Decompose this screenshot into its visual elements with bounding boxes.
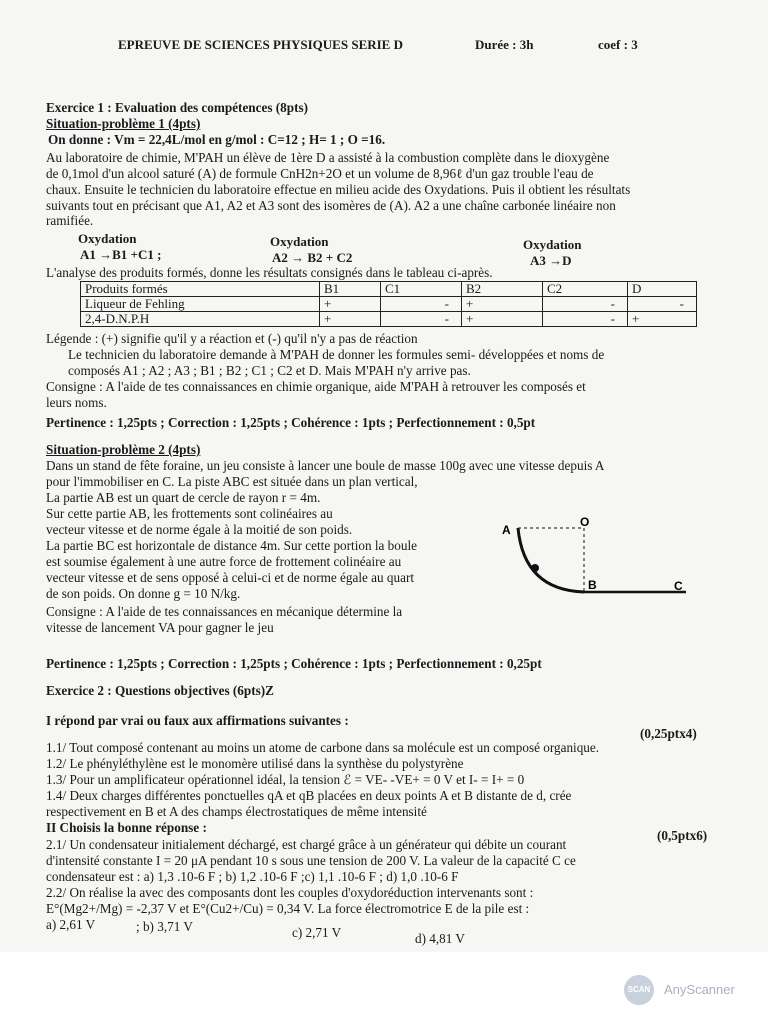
- point-o-label: O: [580, 515, 590, 529]
- answer-option: ; b) 3,71 V: [136, 919, 193, 934]
- p1-line: chaux. Ensuite le technicien du laboratoire effectue en milieu acide des Oxydations. Puis il obtient les résultats: [46, 182, 631, 197]
- point-a-label: A: [502, 523, 511, 537]
- item1-line: 1.4/ Deux charges différentes ponctuelles qA et qB placées en deux points A et B distante de d, crée: [46, 788, 572, 803]
- table-cell: +: [462, 297, 543, 312]
- p1-line: de 0,1mol d'un alcool saturé (A) de formule CnH2n+2O et un volume de 8,96ℓ d'un gaz trouble l'eau de: [46, 166, 594, 181]
- situation1-title: Situation-problème 1 (4pts): [46, 116, 201, 131]
- point-c-label: C: [674, 579, 683, 593]
- table-header-cell: C2: [543, 282, 628, 297]
- results-table: [80, 281, 697, 327]
- answer-option: a) 2,61 V: [46, 917, 96, 932]
- situation2-title: Situation-problème 2 (4pts): [46, 442, 201, 457]
- table-cell: +: [320, 297, 381, 312]
- item2-line: 2.1/ Un condensateur initialement déchargé, est chargé grâce à un générateur qui débite un courant: [46, 837, 567, 852]
- table-row: [81, 282, 697, 297]
- table-header-cell: B2: [462, 282, 543, 297]
- p1-line: ramifiée.: [46, 213, 94, 228]
- p3-line: est soumise également à une autre force de frottement colinéaire au: [46, 554, 402, 569]
- oxidation2-reaction: A2 → B2 + C2: [272, 250, 353, 265]
- table-header-cell: D: [628, 282, 697, 297]
- item2-line: E°(Mg2+/Mg) = -2,37 V et E°(Cu2+/Cu) = 0,34 V. La force électromotrice E de la pile est :: [46, 901, 530, 916]
- answer-option: c) 2,71 V: [292, 925, 342, 940]
- part1-points: (0,25ptx4): [640, 726, 697, 741]
- legend-text: Légende : (+) signifie qu'il y a réaction et (-) qu'il n'y a pas de réaction: [46, 331, 418, 346]
- p3-line: vecteur vitesse et de norme égale à la moitié de son poids.: [46, 522, 353, 537]
- item2-line: 2.2/ On réalise la avec des composants dont les couples d'oxydoréduction intervenants sont :: [46, 885, 534, 900]
- oxidation1-reaction: A1 →B1 +C1 ;: [80, 247, 162, 262]
- oxidation3-reaction: A3 →D: [530, 253, 572, 268]
- grading2: Pertinence : 1,25pts ; Correction : 1,25pts ; Cohérence : 1pts ; Perfectionnement : 0,25pt: [46, 656, 542, 671]
- scanner-brand: AnyScanner: [664, 982, 735, 997]
- table-cell: Liqueur de Fehling: [81, 297, 320, 312]
- p3-line: Dans un stand de fête foraine, un jeu consiste à lancer une boule de masse 100g avec une vitesse depuis A: [46, 458, 605, 473]
- p3-line: pour l'immobiliser en C. La piste ABC est située dans un plan vertical,: [46, 474, 418, 489]
- table-cell: +: [462, 312, 543, 327]
- p2-line: composés A1 ; A2 ; A3 ; B1 ; B2 ; C1 ; C2 et D. Mais M'PAH n'y arrive pas.: [68, 363, 471, 378]
- table-row: [81, 312, 697, 327]
- item1-line: 1.1/ Tout composé contenant au moins un atome de carbone dans sa molécule est un composé organique.: [46, 740, 600, 755]
- analysis-text: L'analyse des produits formés, donne les résultats consignés dans le tableau ci-après.: [46, 265, 493, 280]
- p1-line: suivants tout en précisant que A1, A2 et A3 sont des isomères de (A). A2 a une chaîne carbonée linéaire non: [46, 198, 616, 213]
- part2-points: (0,5ptx6): [657, 828, 708, 843]
- table-cell: -: [381, 297, 462, 312]
- p1-line: Au laboratoire de chimie, M'PAH un élève de 1ère D a assisté à la combustion complète dans le dioxygène: [46, 150, 610, 165]
- exam-duration: Durée : 3h: [475, 37, 534, 52]
- track-figure: [496, 512, 696, 602]
- table-cell: -: [543, 297, 628, 312]
- table-header-cell: Produits formés: [81, 282, 320, 297]
- exercise2-title: Exercice 2 : Questions objectives (6pts)Z: [46, 683, 274, 698]
- exam-title: EPREUVE DE SCIENCES PHYSIQUES SERIE D: [118, 37, 403, 52]
- table-header-cell: C1: [381, 282, 462, 297]
- scanner-footer: [0, 952, 768, 1024]
- p3-line: Sur cette partie AB, les frottements sont colinéaires au: [46, 506, 333, 521]
- part1-title: I répond par vrai ou faux aux affirmations suivantes :: [46, 713, 349, 728]
- consigne2-line: Consigne : A l'aide de tes connaissances en mécanique détermine la: [46, 604, 403, 619]
- item1-line: respectivement en B et A des champs électrostatiques de même intensité: [46, 804, 427, 819]
- exercise1-title: Exercice 1 : Evaluation des compétences (8pts): [46, 100, 308, 115]
- table-cell: -: [628, 297, 697, 312]
- answer-option: d) 4,81 V: [415, 931, 465, 946]
- table-header-cell: B1: [320, 282, 381, 297]
- arc-ab: [518, 528, 584, 592]
- consigne1-line: Consigne : A l'aide de tes connaissances en chimie organique, aide M'PAH à retrouver les composés et: [46, 379, 586, 394]
- p2-line: Le technicien du laboratoire demande à M'PAH de donner les formules semi- développées et noms de: [68, 347, 605, 362]
- exam-coef: coef : 3: [598, 37, 638, 52]
- part2-title: II Choisis la bonne réponse :: [46, 820, 207, 835]
- givens: On donne : Vm = 22,4L/mol en g/mol : C=12 ; H= 1 ; O =16.: [48, 132, 386, 147]
- table-cell: +: [628, 312, 697, 327]
- oxidation3-label: Oxydation: [523, 237, 582, 252]
- table-cell: +: [320, 312, 381, 327]
- table-cell: -: [381, 312, 462, 327]
- item2-line: d'intensité constante I = 20 μA pendant 10 s sous une tension de 200 V. La valeur de la capacité C ce: [46, 853, 576, 868]
- table-cell: 2,4-D.N.P.H: [81, 312, 320, 327]
- consigne1-line: leurs noms.: [46, 395, 107, 410]
- scanner-logo-icon: SCAN: [624, 975, 654, 1005]
- item1-line: 1.2/ Le phényléthylène est le monomère utilisé dans la synthèse du polystyrène: [46, 756, 464, 771]
- grading1: Pertinence : 1,25pts ; Correction : 1,25pts ; Cohérence : 1pts ; Perfectionnement : 0,5pt: [46, 415, 536, 430]
- table-cell: -: [543, 312, 628, 327]
- p3-line: vecteur vitesse et de sens opposé à celui-ci et de norme égale au quart: [46, 570, 414, 585]
- oxidation1-label: Oxydation: [78, 231, 137, 246]
- p3-line: La partie BC est horizontale de distance 4m. Sur cette portion la boule: [46, 538, 417, 553]
- point-b-label: B: [588, 578, 597, 592]
- p3-line: de son poids. On donne g = 10 N/kg.: [46, 586, 241, 601]
- ball: [531, 564, 539, 572]
- item1-line: 1.3/ Pour un amplificateur opérationnel idéal, la tension ℰ = VE- -VE+ = 0 V et I- = I+ = 0: [46, 772, 525, 787]
- oxidation2-label: Oxydation: [270, 234, 329, 249]
- consigne2-line: vitesse de lancement VA pour gagner le jeu: [46, 620, 274, 635]
- item2-line: condensateur est : a) 1,3 .10-6 F ; b) 1,2 .10-6 F ;c) 1,1 .10-6 F ; d) 1,0 .10-6 F: [46, 869, 459, 884]
- p3-line: La partie AB est un quart de cercle de rayon r = 4m.: [46, 490, 321, 505]
- table-row: [81, 297, 697, 312]
